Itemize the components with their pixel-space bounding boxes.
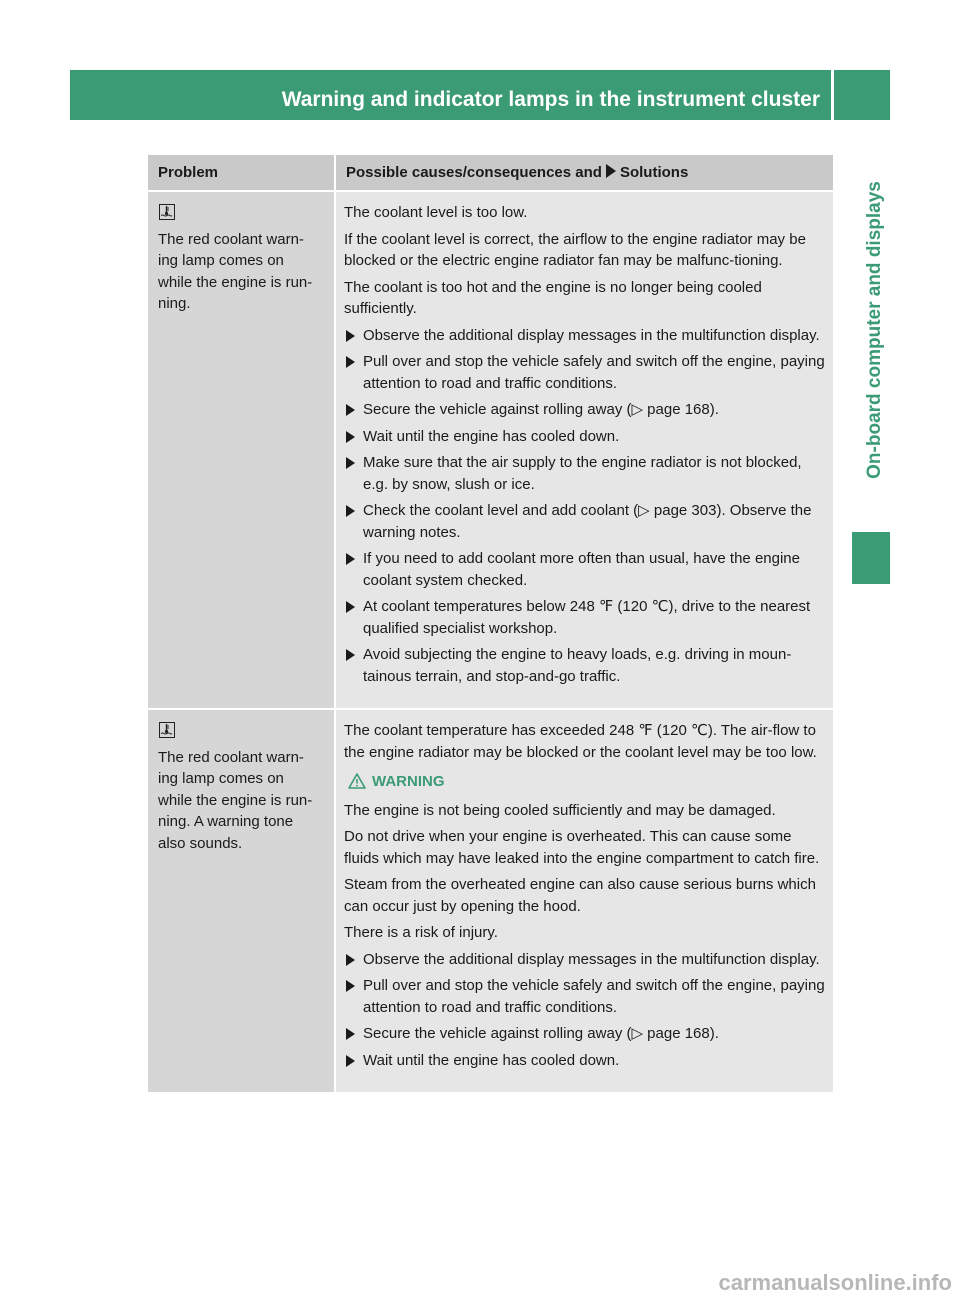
table-row [148,709,833,1092]
solution-step: Observe the additional display messages in the multifunction display. [344,325,827,347]
page-header-title: Warning and indicator lamps in the instrument cluster [281,88,820,111]
cause-text: If the coolant level is correct, the airflow to the engine radiator may be blocked or the electric engine radiator fan may be malfunc-tioning. [344,230,806,269]
solution-step: At coolant temperatures below 248 ℉ (120 ℃), drive to the nearest qualified specialist workshop. [344,596,827,639]
column-header-solutions [335,155,833,191]
solution-step: Observe the additional display messages in the multifunction display. [344,949,827,971]
table-header-row [148,155,833,191]
solution-step: Wait until the engine has cooled down. [344,426,827,448]
side-tab-marker [852,532,890,584]
coolant-temperature-lamp-icon [159,722,175,738]
solution-step: If you need to add coolant more often than usual, have the engine coolant system checked. [344,548,827,591]
column-header-solutions-suffix: Solutions [619,164,689,181]
header-separator [831,70,834,120]
warning-label: WARNING [372,773,445,790]
problem-text: The red coolant warn- ing lamp comes on while the engine is run- ning. A warning tone also sounds. [158,748,313,852]
problem-text: The red coolant warn- ing lamp comes on while the engine is run- ning. [158,230,313,312]
cause-text: The coolant is too hot and the engine is no longer being cooled sufficiently. [344,278,762,317]
warning-text: There is a risk of injury. [344,924,498,941]
warning-text: Do not drive when your engine is overheated. This can cause some fluids which may have leaked into the engine compartment to catch fire. [344,828,820,867]
coolant-temperature-lamp-icon [159,204,175,220]
solution-cell [335,709,833,1092]
solution-step: Pull over and stop the vehicle safely and switch off the engine, paying attention to road and traffic conditions. [344,351,827,394]
solution-step: Check the coolant level and add coolant (▷ page 303). Observe the warning notes. [344,500,827,543]
column-header-solutions-prefix: Possible causes/consequences and [346,164,602,181]
side-tab-label: On-board computer and displays [864,181,885,479]
solution-step: Pull over and stop the vehicle safely and switch off the engine, paying attention to road and traffic conditions. [344,975,827,1018]
problem-cell [148,191,335,709]
arrow-right-icon [606,164,616,178]
watermark-text: carmanualsonline.info [718,1270,952,1295]
solution-cell [335,191,833,709]
solution-step: Wait until the engine has cooled down. [344,1050,827,1072]
warning-triangle-icon [348,773,366,789]
header-bar [70,70,948,120]
page-number: 269 [916,90,948,111]
cause-text: The coolant temperature has exceeded 248 ℉ (120 ℃). The air-flow to the engine radiator may be blocked or the coolant level may be too low. [344,722,817,761]
warning-text: The engine is not being cooled sufficiently and may be damaged. [344,801,776,819]
table-row [148,191,833,709]
cause-text: The coolant level is too low. [344,204,528,221]
column-header-problem: Problem [148,155,335,191]
solution-step: Secure the vehicle against rolling away (▷ page 168). [344,399,827,421]
solution-step: Secure the vehicle against rolling away (▷ page 168). [344,1023,827,1045]
warning-text: Steam from the overheated engine can also cause serious burns which can occur just by opening the hood. [344,876,816,915]
warning-lamp-table [148,155,833,1092]
solution-step: Avoid subjecting the engine to heavy loads, e.g. driving in moun-tainous terrain, and stop-and-go traffic. [344,644,827,687]
solution-step: Make sure that the air supply to the engine radiator is not blocked, e.g. by snow, slush or ice. [344,452,827,495]
problem-cell [148,709,335,1092]
warning-heading [344,771,827,793]
